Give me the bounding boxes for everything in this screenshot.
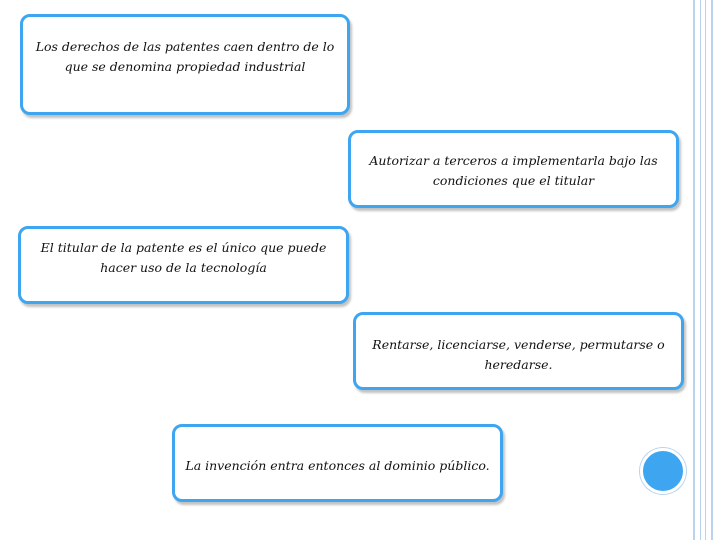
text-box-authorize-third-parties: [348, 130, 679, 208]
text-box-transfer-options: [353, 312, 684, 390]
text-box-public-domain: [172, 424, 503, 502]
text-box-label: Rentarse, licenciarse, venderse, permutarse o heredarse.: [372, 337, 665, 372]
decorative-circle: [640, 448, 686, 494]
text-box-property-rights: [20, 14, 350, 115]
text-box-label: Los derechos de las patentes caen dentro de lo que se denomina propiedad industrial: [35, 38, 335, 74]
text-box-label: El titular de la patente es el único que puede hacer uso de la tecnología: [40, 240, 327, 275]
text-box-label: La invención entra entonces al dominio público.: [185, 458, 490, 473]
slide-right-border-inner: [700, 0, 706, 540]
text-box-label: Autorizar a terceros a implementarla bajo las condiciones que el titular: [369, 153, 658, 188]
text-box-exclusive-use: [18, 226, 349, 304]
